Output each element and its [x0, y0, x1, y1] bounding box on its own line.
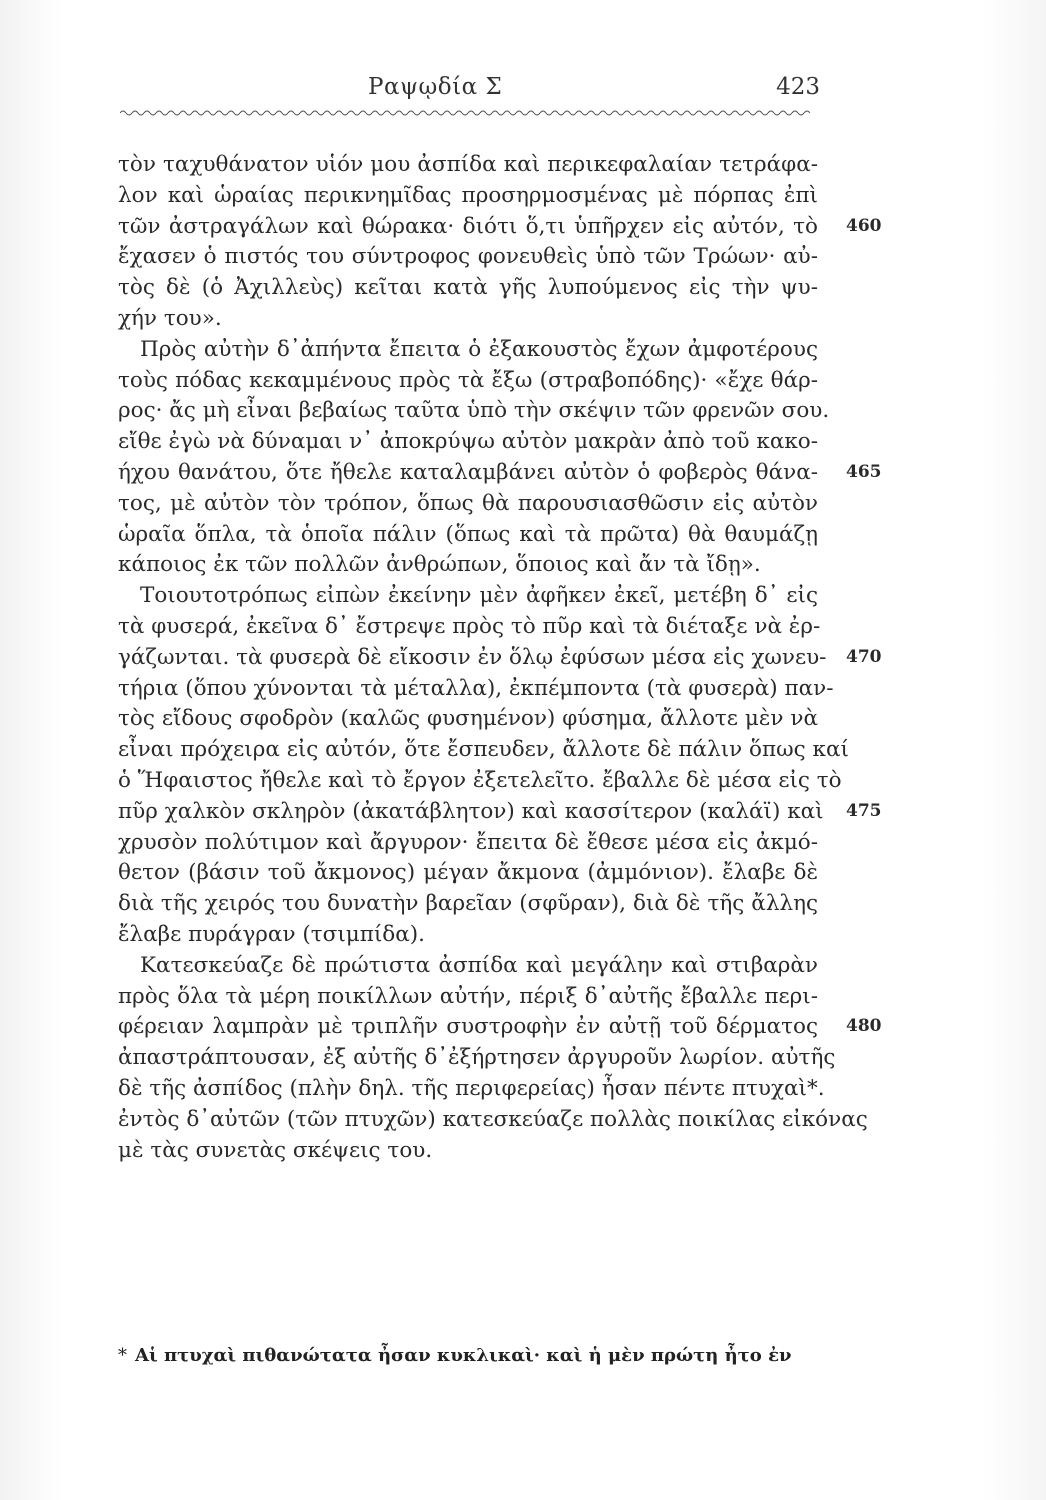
- text-line: φέρειαν λαμπρὰν μὲ τριπλῆν συστροφὴν ἐν αὐτῇ τοῦ δέρματος: [118, 1014, 818, 1040]
- text-line: Τοιουτοτρόπως εἰπὼν ἐκείνην μὲν ἀφῆκεν ἐκεῖ, μετέβη δ᾽ εἰς: [140, 583, 818, 609]
- text-line: τὰ φυσερά, ἐκεῖνα δ᾽ ἔστρεψε πρὸς τὸ πῦρ καὶ τὰ διέταξε νὰ ἐρ-: [118, 613, 821, 639]
- text-line: ἔλαβε πυράγραν (τσιμπίδα).: [118, 921, 425, 947]
- text-line: εἴθε ἐγὼ νὰ δύναμαι ν᾽ ἀποκρύψω αὐτὸν μακρὰν ἀπὸ τοῦ κακο-: [118, 429, 818, 455]
- footnote-marker: *: [118, 1345, 127, 1366]
- text-line: τὸν ταχυθάνατον υἱόν μου ἀσπίδα καὶ περικεφαλαίαν τετράφα-: [118, 152, 818, 177]
- text-line: ἀπαστράπτουσαν, ἐξ αὐτῆς δ᾽ἐξήρτησεν ἀργυροῦν λωρίον. αὐτῆς: [118, 1045, 836, 1071]
- footnote-text: Αἱ πτυχαὶ πιθανώτατα ἦσαν κυκλικαὶ· καὶ ἡ μὲν πρώτη ἦτο ἐν: [135, 1345, 792, 1366]
- text-line: Πρὸς αὐτὴν δ᾽ἀπήντα ἔπειτα ὁ ἐξακουστὸς ἔχων ἀμφοτέρους: [140, 336, 818, 362]
- text-line: τήρια (ὅπου χύνονται τὰ μέταλλα), ἐκπέμποντα (τὰ φυσερὰ) παν-: [118, 675, 834, 701]
- text-line: πρὸς ὅλα τὰ μέρη ποικίλλων αὐτήν, πέριξ δ᾽αὐτῆς ἔβαλλε περι-: [118, 983, 818, 1009]
- text-line: λον καὶ ὡραίας περικνημῖδας προσηρμοσμένας μὲ πόρπας ἐπὶ: [118, 182, 818, 208]
- text-line: γάζωνται. τὰ φυσερὰ δὲ εἴκοσιν ἐν ὅλῳ ἐφύσων μέσα εἰς χωνευ-: [118, 644, 827, 670]
- verse-line-number: 465: [846, 462, 882, 482]
- verse-line-number: 460: [846, 215, 882, 236]
- text-line: χήν του».: [118, 305, 222, 331]
- text-line: μὲ τὰς συνετὰς σκέψεις του.: [118, 1137, 433, 1163]
- text-line: ρος· ἄς μὴ εἶναι βεβαίως ταῦτα ὑπὸ τὴν σκέψιν τῶν φρενῶν σου.: [118, 398, 830, 424]
- text-line: τῶν ἀστραγάλων καὶ θώρακα· διότι ὅ,τι ὑπῆρχεν εἰς αὐτόν, τὸ: [118, 213, 818, 239]
- text-line: ἐντὸς δ᾽αὐτῶν (τῶν πτυχῶν) κατεσκεύαζε πολλὰς ποικίλας εἰκόνας: [118, 1106, 868, 1132]
- text-line: πῦρ χαλκὸν σκληρὸν (ἀκατάβλητον) καὶ κασσίτερον (καλάϊ) καὶ: [118, 798, 824, 824]
- text-line: τὸς εἴδους σφοδρὸν (καλῶς φυσημένον) φύσημα, ἄλλοτε μὲν νὰ: [118, 706, 818, 732]
- text-line: κάποιος ἐκ τῶν πολλῶν ἀνθρώπων, ὅποιος καὶ ἄν τὰ ἴδῃ».: [118, 552, 761, 578]
- footnote: [118, 1345, 838, 1366]
- text-line: ὁ Ἥφαιστος ἤθελε καὶ τὸ ἔργον ἐξετελεῖτο. ἔβαλλε δὲ μέσα εἰς τὸ: [118, 767, 842, 793]
- text-line: Κατεσκεύαζε δὲ πρώτιστα ἀσπίδα καὶ μεγάλην καὶ στιβαρὰν: [140, 952, 818, 978]
- text-line: δὲ τῆς ἀσπίδος (πλὴν δηλ. τῆς περιφερείας) ἦσαν πέντε πτυχαὶ*.: [118, 1075, 825, 1101]
- verse-line-number: 470: [846, 646, 882, 667]
- verse-line-number: 475: [846, 800, 882, 821]
- text-line: ἔχασεν ὁ πιστός του σύντροφος φονευθεὶς ὑπὸ τῶν Τρώων· αὐ-: [118, 244, 818, 270]
- text-line: χρυσὸν πολύτιμον καὶ ἄργυρον· ἔπειτα δὲ ἔθεσε μέσα εἰς ἀκμό-: [118, 829, 818, 855]
- text-line: θετον (βάσιν τοῦ ἄκμονος) μέγαν ἄκμονα (ἀμμόνιον). ἔλαβε δὲ: [118, 860, 818, 886]
- text-line: τοὺς πόδας κεκαμμένους πρὸς τὰ ἔξω (στραβοπόδης)· «ἔχε θάρ-: [118, 367, 818, 393]
- header-wavy-rule: [120, 108, 810, 118]
- text-line: ήχου θανάτου, ὅτε ἤθελε καταλαμβάνει αὐτὸν ὁ φοβερὸς θάνα-: [118, 459, 818, 485]
- running-title: Ραψῳδία Σ: [368, 74, 503, 100]
- text-line: διὰ τῆς χειρός του δυνατὴν βαρεῖαν (σφῦραν), διὰ δὲ τῆς ἄλλης: [118, 891, 818, 917]
- page-number: 423: [776, 74, 820, 100]
- text-line: τος, μὲ αὐτὸν τὸν τρόπον, ὅπως θὰ παρουσιασθῶσιν εἰς αὐτὸν: [118, 490, 818, 516]
- verse-line-number: 480: [846, 1016, 882, 1037]
- text-line: τὸς δὲ (ὁ Ἀχιλλεὺς) κεῖται κατὰ γῆς λυπούμενος εἰς τὴν ψυ-: [118, 275, 818, 301]
- text-line: εἶναι πρόχειρα εἰς αὐτόν, ὅτε ἔσπευδεν, ἄλλοτε δὲ πάλιν ὅπως καί: [118, 737, 849, 763]
- text-line: ὡραῖα ὅπλα, τὰ ὁποῖα πάλιν (ὅπως καὶ τὰ πρῶτα) θὰ θαυμάζῃ: [118, 521, 818, 547]
